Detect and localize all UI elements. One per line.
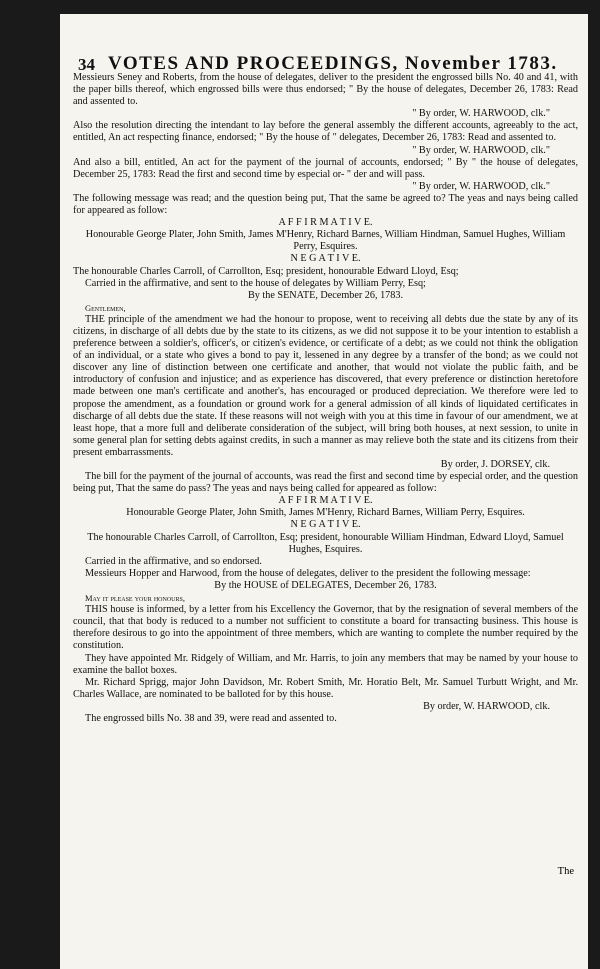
section-heading: By the SENATE, December 26, 1783. [247, 289, 404, 301]
signature-line: By order, W. HARWOOD, clk. [423, 700, 550, 712]
catchword: The [557, 866, 574, 877]
paragraph: And also a bill, entitled, An act for the payment of the journal of accounts, endorsed; " By " the house of delegates, December 25, 1783: Read the first and second time by especial or- " der and will pass. [73, 156, 578, 180]
paragraph: The bill for the payment of the journal of accounts, was read the first and second time by especial order, and the question being put, That the same do pass? The yeas and nays being called for appeared as follow: [73, 471, 578, 495]
paragraph: THE principle of the amendment we had the honour to propose, went to receiving all debts due the state by any of its citizens, in discharge of all debts due by the state to its citizens, as we did not suppose it to be your intention to establish a preference between a soldier's, officer's, or citizen's evidence, or certificate of a debt; as we could not think the obligation of an individual, or a state who gives a bond to pay it, lessened in any degree by a transfer of the bond; as we could not discover any line of distinction between one certificate and another, that would not violate the public faith, and be introductory of confusion and injustice; and as experience has discovered, that every preference or distinction heretofore made between one man's certificate and another's, has encouraged or produced depreciation. We therefore were led to propose the amendment, as a foundation or ground work for a general admission of all kinds of liquidated certificates in discharge of all debts due the state. If these reasons will not weigh with you at this time in favour of our amendment, we at least hope, that a more full and deliberate consideration of the subject, will bring both houses, at next session, to unite in some general plan for setting debts against credits, in such a manner as may relieve both the state and its citizens from their present embarrassments. [73, 313, 578, 458]
page-title: VOTES AND PROCEEDINGS, November 1783. [108, 53, 558, 74]
signature-line: By order, J. DORSEY, clk. [440, 459, 550, 470]
paragraph: The engrossed bills No. 38 and 39, were read and assented to. [85, 712, 337, 724]
paragraph: Carried in the affirmative, and so endorsed. [85, 555, 262, 567]
names-list: Honourable George Plater, John Smith, James M'Henry, Richard Barnes, William Perry, Esquires. [126, 507, 525, 519]
paragraph: Mr. Richard Sprigg, major John Davidson, Mr. Robert Smith, Mr. Horatio Belt, Mr. Samuel Turbutt Wright, and Mr. Charles Wallace, are nominated to be balloted for by this house. [73, 676, 578, 700]
paragraph: Messieurs Seney and Roberts, from the house of delegates, deliver to the president the engrossed bills No. 40 and 41, with the paper bills thereof, which engrossed bills were thus endorsed; " By the house of delegates, December 26, 1783: Read and assented to. [73, 72, 578, 108]
signature-line: " By order, W. HARWOOD, clk." [412, 180, 550, 192]
paragraph: They have appointed Mr. Ridgely of William, and Mr. Harris, to join any members that may be named by your house to examine the ballot boxes. [73, 652, 578, 676]
section-heading: A F F I R M A T I V E. [278, 217, 373, 229]
page-number: 34 [78, 55, 95, 74]
document-body [73, 72, 578, 725]
signature-line: " By order, W. HARWOOD, clk." [412, 144, 550, 156]
section-heading: A F F I R M A T I V E. [278, 495, 373, 507]
section-heading: N E G A T I V E. [290, 519, 361, 531]
salutation: May it please your honours, [85, 593, 185, 604]
names-list: The honourable Charles Carroll, of Carrollton, Esq; president, honourable William Hindman, Edward Lloyd, Samuel Hughes, Esquires. [87, 531, 564, 555]
paragraph: The following message was read; and the question being put, That the same be agreed to? The yeas and nays being called for appeared as follow: [73, 192, 578, 217]
paragraph: Messieurs Hopper and Harwood, from the house of delegates, deliver to the president the following message: [85, 567, 531, 579]
paragraph: Carried in the affirmative, and sent to the house of delegates by William Perry, Esq; [85, 277, 426, 289]
names-list: Honourable George Plater, John Smith, James M'Henry, Richard Barnes, William Hindman, Samuel Hughes, William Perry, Esquires. [85, 229, 566, 253]
paragraph: THIS house is informed, by a letter from his Excellency the Governor, that by the resignation of several members of the council, that that body is reduced to a number not sufficient to constitute a board for transacting business. This house is therefore desirous to go into the appointment of three members, which are wanting to complete the number required by the constitution. [73, 604, 578, 652]
paragraph: Also the resolution directing the intendant to lay before the general assembly the different accounts, agreeably to the act, entitled, An act respecting finance, endorsed; " By the house of " delegates, December 26, 1783: Read and assented to. [73, 120, 578, 144]
section-heading: N E G A T I V E. [290, 253, 361, 265]
section-heading: By the HOUSE of DELEGATES, December 26, 1783. [214, 579, 437, 591]
document-page [60, 14, 588, 969]
salutation: Gentlemen, [85, 302, 126, 313]
signature-line: " By order, W. HARWOOD, clk." [412, 108, 550, 120]
names-list: The honourable Charles Carroll, of Carrollton, Esq; president, honourable Edward Lloyd, Esq; [73, 265, 459, 277]
